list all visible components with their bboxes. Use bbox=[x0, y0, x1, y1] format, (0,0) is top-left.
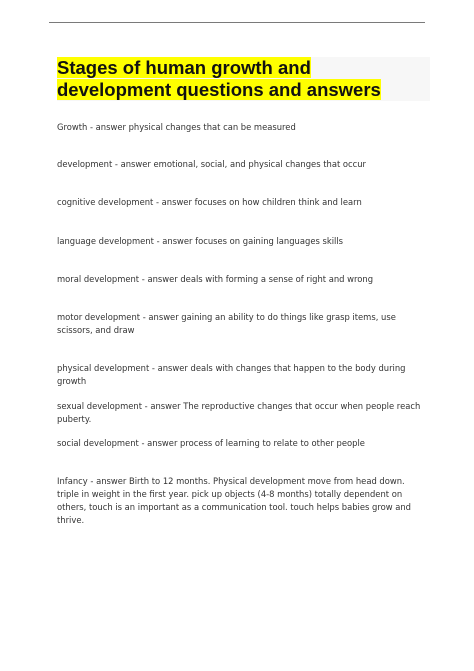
qa-item-infancy: Infancy - answer Birth to 12 months. Physical development move from head down. triple in weight in the first year. pick up objects (4-8 months) totally dependent on others, touch is an important as a communication tool. touch helps babies grow and thrive. bbox=[57, 476, 412, 525]
title-line-2: development questions and answers bbox=[57, 79, 381, 100]
qa-item-growth: Growth - answer physical changes that can be measured bbox=[57, 122, 296, 132]
qa-item-cognitive: cognitive development - answer focuses on how children think and learn bbox=[57, 197, 362, 207]
qa-item-language: language development - answer focuses on gaining languages skills bbox=[57, 236, 344, 246]
document-title bbox=[57, 57, 381, 101]
qa-item-motor: motor development - answer gaining an ability to do things like grasp items, use scissors, and draw bbox=[57, 312, 396, 335]
top-divider bbox=[49, 22, 425, 23]
qa-item-physical: physical development - answer deals with changes that happen to the body during growth bbox=[57, 363, 406, 386]
title-line-1: Stages of human growth and bbox=[57, 57, 311, 78]
qa-item-social: social development - answer process of learning to relate to other people bbox=[57, 438, 365, 448]
qa-item-moral: moral development - answer deals with forming a sense of right and wrong bbox=[57, 274, 374, 284]
qa-item-sexual: sexual development - answer The reproductive changes that occur when people reach puberty. bbox=[57, 401, 421, 424]
qa-item-development: development - answer emotional, social, and physical changes that occur bbox=[57, 159, 366, 169]
